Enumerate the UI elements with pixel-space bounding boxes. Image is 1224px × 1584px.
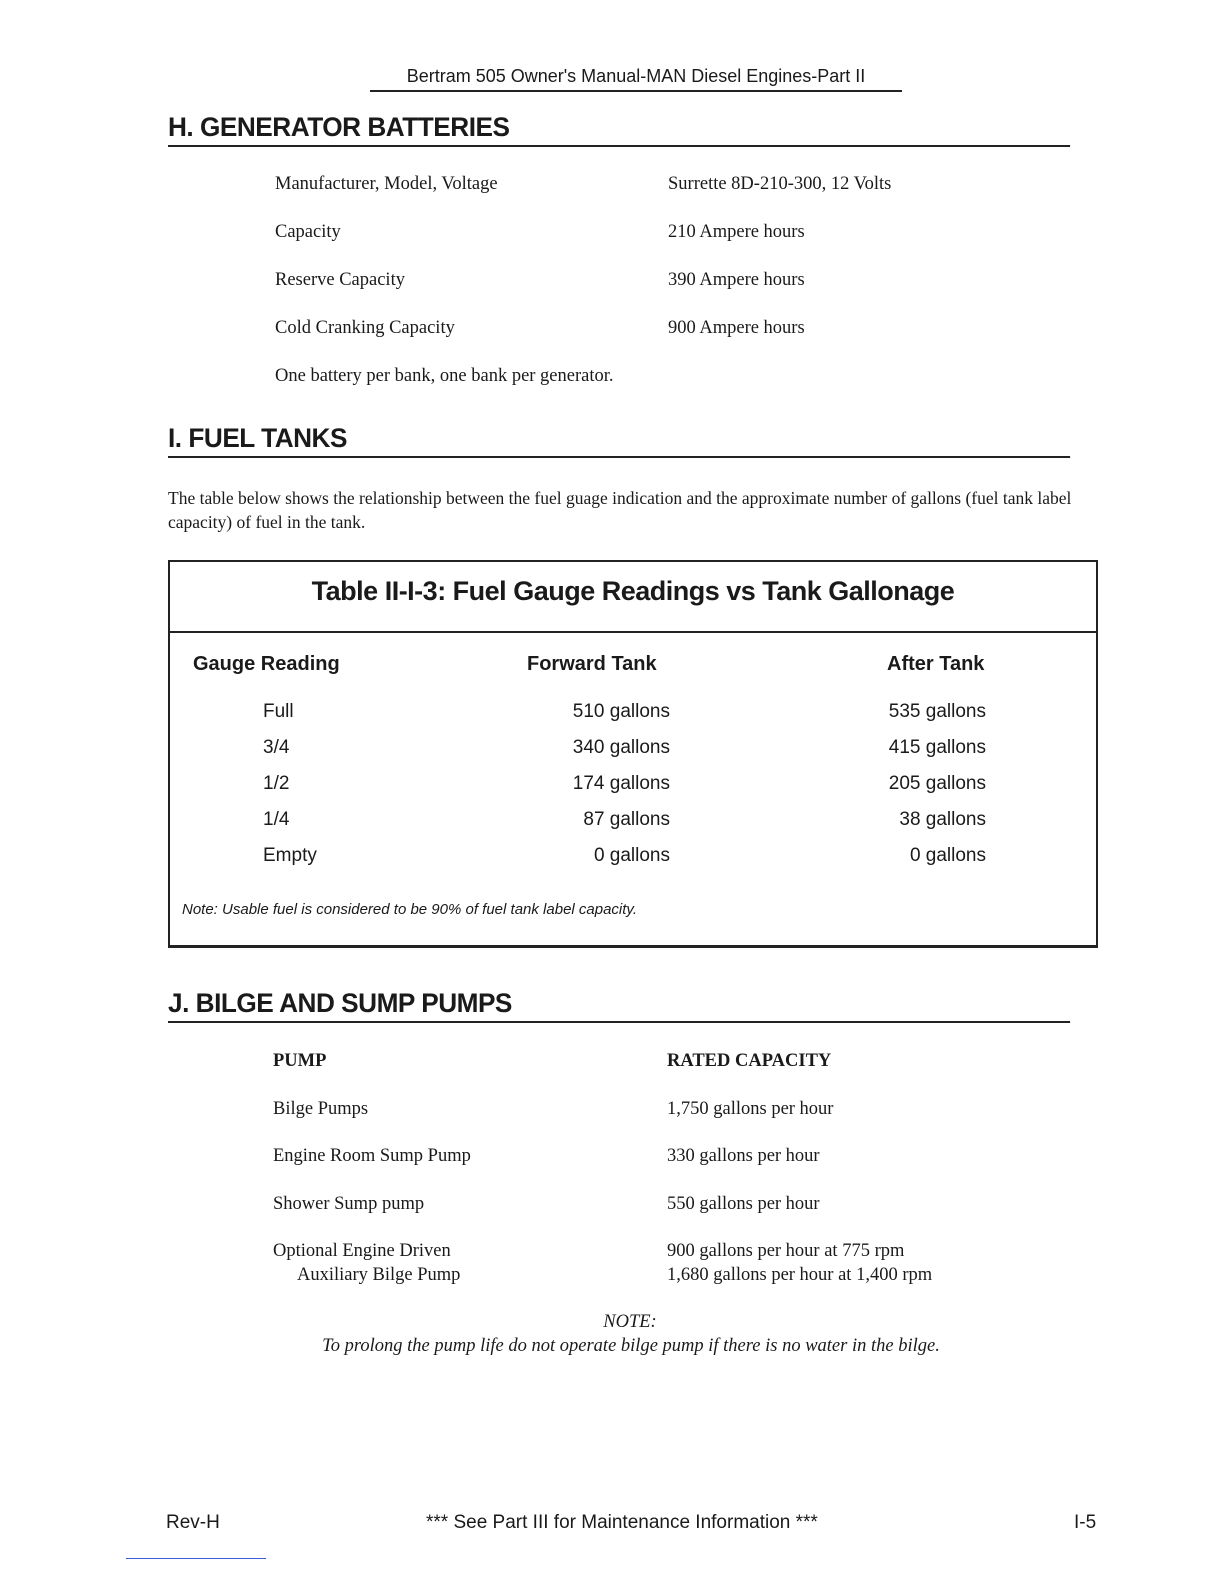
section-title-fuel-tanks: I. FUEL TANKS [168, 423, 1070, 458]
battery-row-label: Reserve Capacity [275, 270, 405, 290]
table-cell-gauge: Full [263, 701, 294, 722]
running-header: Bertram 505 Owner's Manual-MAN Diesel Engines-Part II [370, 66, 902, 92]
table-cell-gauge: Empty [263, 845, 317, 866]
pump-row-label: Bilge Pumps [273, 1099, 369, 1119]
footer-link-underline [126, 1558, 266, 1559]
table-cell-forward: 174 gallons [572, 773, 670, 794]
section-title-generator-batteries: H. GENERATOR BATTERIES [168, 112, 1070, 147]
battery-row-value: 210 Ampere hours [668, 222, 805, 242]
optional-pump-label-line1: Optional Engine Driven [273, 1241, 451, 1261]
footer-page-number: I-5 [1074, 1512, 1097, 1533]
pump-row-label: Engine Room Sump Pump [273, 1146, 471, 1166]
table-cell-forward: 87 gallons [583, 809, 670, 830]
battery-note: One battery per bank, one bank per generator. [275, 366, 614, 386]
optional-pump-value-line1: 900 gallons per hour at 775 rpm [667, 1241, 905, 1261]
pump-row-value: 550 gallons per hour [667, 1194, 820, 1214]
table-header-gauge-reading: Gauge Reading [193, 653, 340, 675]
footer-maintenance-reference: *** See Part III for Maintenance Information *** [426, 1512, 818, 1533]
battery-row-label: Cold Cranking Capacity [275, 318, 455, 338]
pump-row-value: 330 gallons per hour [667, 1146, 820, 1166]
table-header-after-tank: After Tank [887, 653, 985, 675]
table-cell-forward: 0 gallons [593, 845, 670, 866]
table-title-divider [170, 631, 1096, 633]
pump-row-value: 1,750 gallons per hour [667, 1099, 834, 1119]
table-cell-forward: 510 gallons [572, 701, 670, 722]
optional-pump-label-line2: Auxiliary Bilge Pump [297, 1265, 461, 1285]
battery-row-value: Surrette 8D-210-300, 12 Volts [668, 174, 892, 194]
section-title-bilge-sump-pumps: J. BILGE AND SUMP PUMPS [168, 988, 1070, 1023]
battery-row-label: Manufacturer, Model, Voltage [275, 174, 498, 194]
battery-row-label: Capacity [275, 222, 341, 242]
table-header-forward-tank: Forward Tank [527, 653, 657, 675]
table-title: Table II-I-3: Fuel Gauge Readings vs Tank Gallonage [311, 576, 955, 606]
battery-row-value: 390 Ampere hours [668, 270, 805, 290]
table-cell-gauge: 1/4 [263, 809, 290, 830]
table-cell-after: 0 gallons [909, 845, 986, 866]
table-cell-gauge: 1/2 [263, 773, 290, 794]
table-cell-after: 535 gallons [888, 701, 986, 722]
table-cell-after: 415 gallons [888, 737, 986, 758]
pump-row-label: Shower Sump pump [273, 1194, 425, 1214]
fuel-tanks-intro: The table below shows the relationship between the fuel guage indication and the approximate number of gallons (fuel tank label capacity) of fuel in the tank. [168, 488, 1072, 532]
footer-revision: Rev-H [166, 1512, 220, 1533]
battery-row-value: 900 Ampere hours [668, 318, 805, 338]
pump-header-pump: PUMP [273, 1051, 327, 1071]
optional-pump-value-line2: 1,680 gallons per hour at 1,400 rpm [667, 1265, 933, 1285]
pump-header-rated-capacity: RATED CAPACITY [667, 1051, 832, 1071]
table-cell-forward: 340 gallons [572, 737, 670, 758]
pump-note-text: To prolong the pump life do not operate bilge pump if there is no water in the bilge. [322, 1336, 940, 1356]
table-cell-gauge: 3/4 [263, 737, 290, 758]
table-note: Note: Usable fuel is considered to be 90% of fuel tank label capacity. [182, 901, 637, 918]
fuel-gauge-table [168, 560, 1098, 948]
pump-note-title: NOTE: [603, 1312, 657, 1332]
table-cell-after: 38 gallons [899, 809, 986, 830]
table-cell-after: 205 gallons [888, 773, 986, 794]
